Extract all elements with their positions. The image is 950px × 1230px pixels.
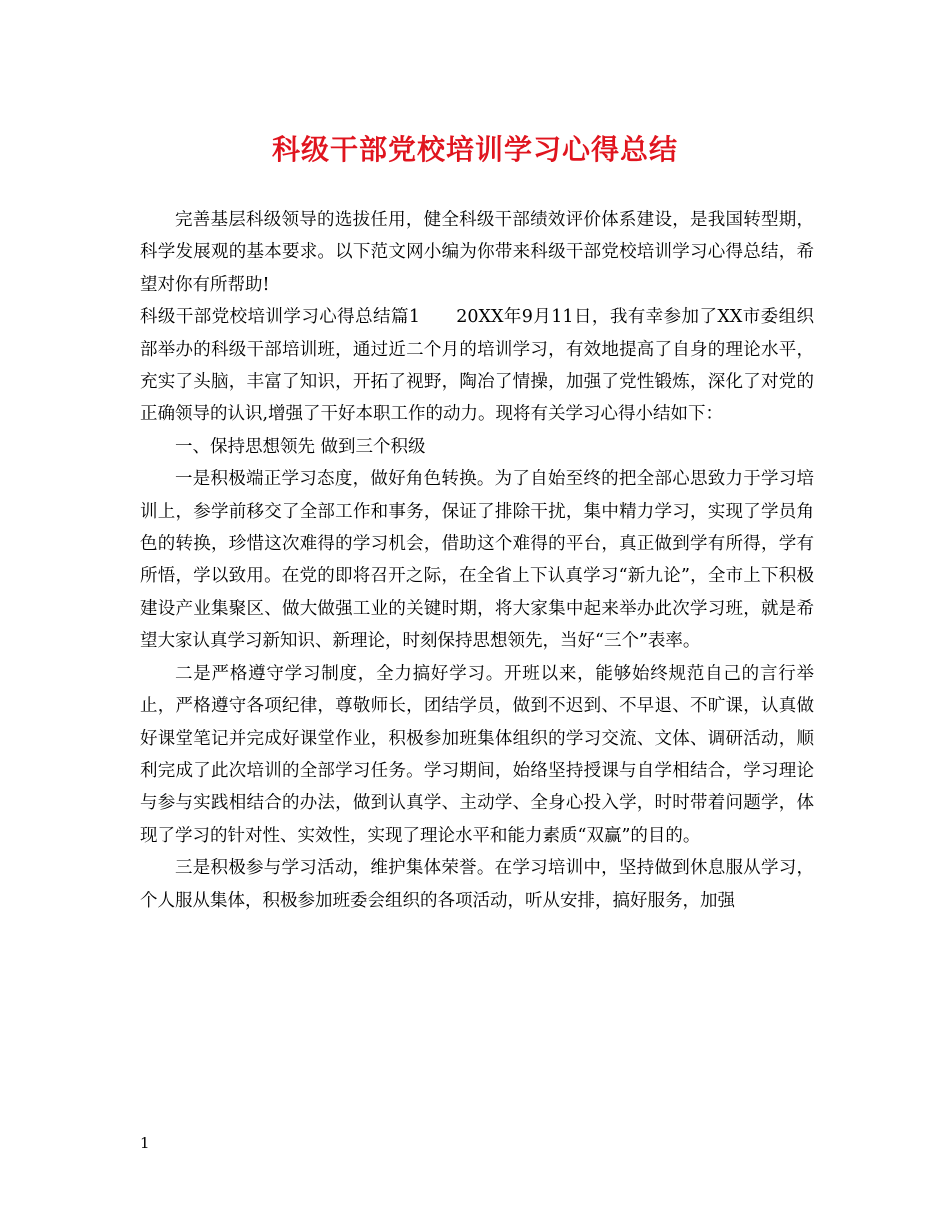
paragraph-intro: 完善基层科级领导的选拔任用，健全科级干部绩效评价体系建设，是我国转型期，科学发展观的基本要求。以下范文网小编为你带来科级干部党校培训学习心得总结，希望对你有所帮助! (140, 210, 814, 295)
paragraph-point-three: 三是积极参与学习活动，维护集体荣誉。在学习培训中，坚持做到休息服从学习，个人服从集体，积极参加班委会组织的各项活动，听从安排，搞好服务，加强 (140, 858, 814, 911)
document-title: 科级干部党校培训学习心得总结 (271, 133, 678, 166)
paragraph-point-one: 一是积极端正学习态度，做好角色转换。为了自始至终的把全部心思致力于学习培训上，参学前移交了全部工作和事务，保证了排除干扰，集中精力学习，实现了学员角色的转换，珍惜这次难得的学习机会，借助这个难得的平台，真正做到学有所得，学有所悟，学以致用。在党的即将召开之际，在全省上下认真学习“新九论”，全市上下积极建设产业集聚区、做大做强工业的关键时期，将大家集中起来举办此次学习班，就是希望大家认真学习新知识、新理论，时刻保持思想领先，当好“三个”表率。 (140, 469, 814, 652)
document-body (140, 204, 814, 917)
paragraph-point-two: 二是严格遵守学习制度，全力搞好学习。开班以来，能够始终规范自己的言行举止，严格遵守各项纪律，尊敬师长，团结学员，做到不迟到、不早退、不旷课，认真做好课堂笔记并完成好课堂作业，积极参加班集体组织的学习交流、文体、调研活动，顺利完成了此次培训的全部学习任务。学习期间，始络坚持授课与自学相结合，学习理论与参与实践相结合的办法，做到认真学、主动学、全身心投入学，时时带着问题学，体现了学习的针对性、实效性，实现了理论水平和能力素质“双赢”的目的。 (140, 663, 814, 846)
section-heading: 一、保持思想领先 做到三个积级 (175, 436, 426, 457)
page-number: 1 (140, 1134, 150, 1152)
paragraph-article-start: 科级干部党校培训学习心得总结篇1 20XX年9月11日，我有幸参加了XX市委组织部举办的科级干部培训班，通过近二个月的培训学习，有效地提高了自身的理论水平，充实了头脑，丰富了知识，开拓了视野，陶冶了情操，加强了党性锻炼，深化了对党的正确领导的认识,增强了干好本职工作的动力。现将有关学习心得小结如下： (140, 307, 814, 425)
